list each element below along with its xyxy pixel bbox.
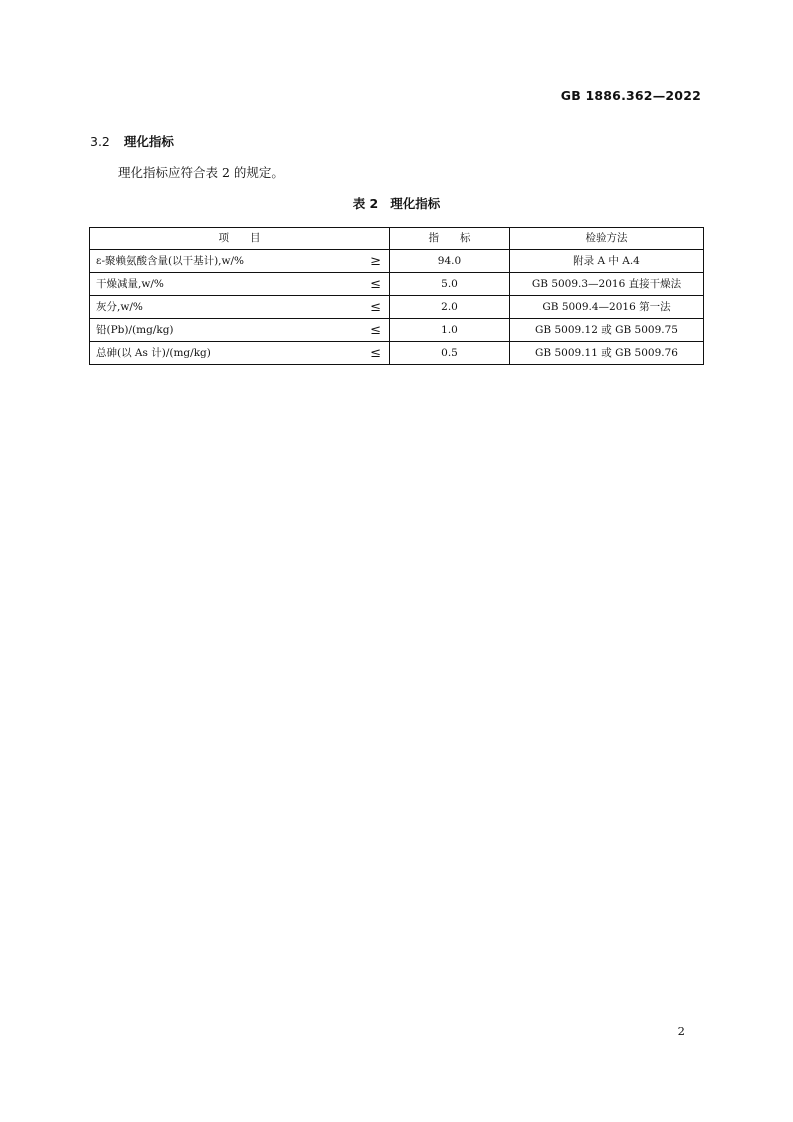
page-number: 2 [677, 1024, 685, 1038]
comparison-operator: ≤ [370, 322, 381, 338]
table-row [90, 273, 704, 296]
item-cell [90, 296, 390, 319]
header-indicator: 指 标 [390, 228, 510, 250]
table-row [90, 250, 704, 273]
indicator-value: 1.0 [390, 319, 510, 342]
test-method: GB 5009.3—2016 直接干燥法 [510, 273, 704, 296]
table-caption-label: 表 2 [352, 196, 379, 211]
section-title: 理化指标 [123, 134, 174, 149]
standard-number: GB 1886.362—2022 [560, 88, 701, 103]
table-caption-title: 理化指标 [390, 196, 441, 211]
comparison-operator: ≤ [370, 276, 381, 292]
header-item: 项 目 [90, 228, 390, 250]
comparison-operator: ≤ [370, 299, 381, 315]
table-row [90, 319, 704, 342]
section-heading [90, 132, 174, 150]
table-row [90, 342, 704, 365]
item-label: 总砷(以 As 计)/(mg/kg) [96, 346, 211, 359]
item-cell [90, 319, 390, 342]
table-caption [0, 194, 793, 212]
item-label: 灰分,w/% [96, 300, 143, 313]
test-method: 附录 A 中 A.4 [510, 250, 704, 273]
test-method: GB 5009.11 或 GB 5009.76 [510, 342, 704, 365]
section-number: 3.2 [90, 134, 110, 149]
header-method: 检验方法 [510, 228, 704, 250]
indicator-value: 94.0 [390, 250, 510, 273]
table-header-row [90, 228, 704, 250]
indicator-value: 5.0 [390, 273, 510, 296]
item-label: 干燥减量,w/% [96, 277, 164, 290]
test-method: GB 5009.12 或 GB 5009.75 [510, 319, 704, 342]
item-label: ε-聚赖氨酸含量(以干基计),w/% [96, 254, 245, 267]
table-row [90, 296, 704, 319]
body-paragraph: 理化指标应符合表 2 的规定。 [118, 165, 284, 180]
indicator-value: 0.5 [390, 342, 510, 365]
comparison-operator: ≤ [370, 345, 381, 361]
indicator-value: 2.0 [390, 296, 510, 319]
item-cell [90, 250, 390, 273]
item-label: 铅(Pb)/(mg/kg) [96, 323, 174, 336]
specification-table [89, 227, 704, 365]
test-method: GB 5009.4—2016 第一法 [510, 296, 704, 319]
item-cell [90, 273, 390, 296]
comparison-operator: ≥ [370, 253, 381, 269]
item-cell [90, 342, 390, 365]
